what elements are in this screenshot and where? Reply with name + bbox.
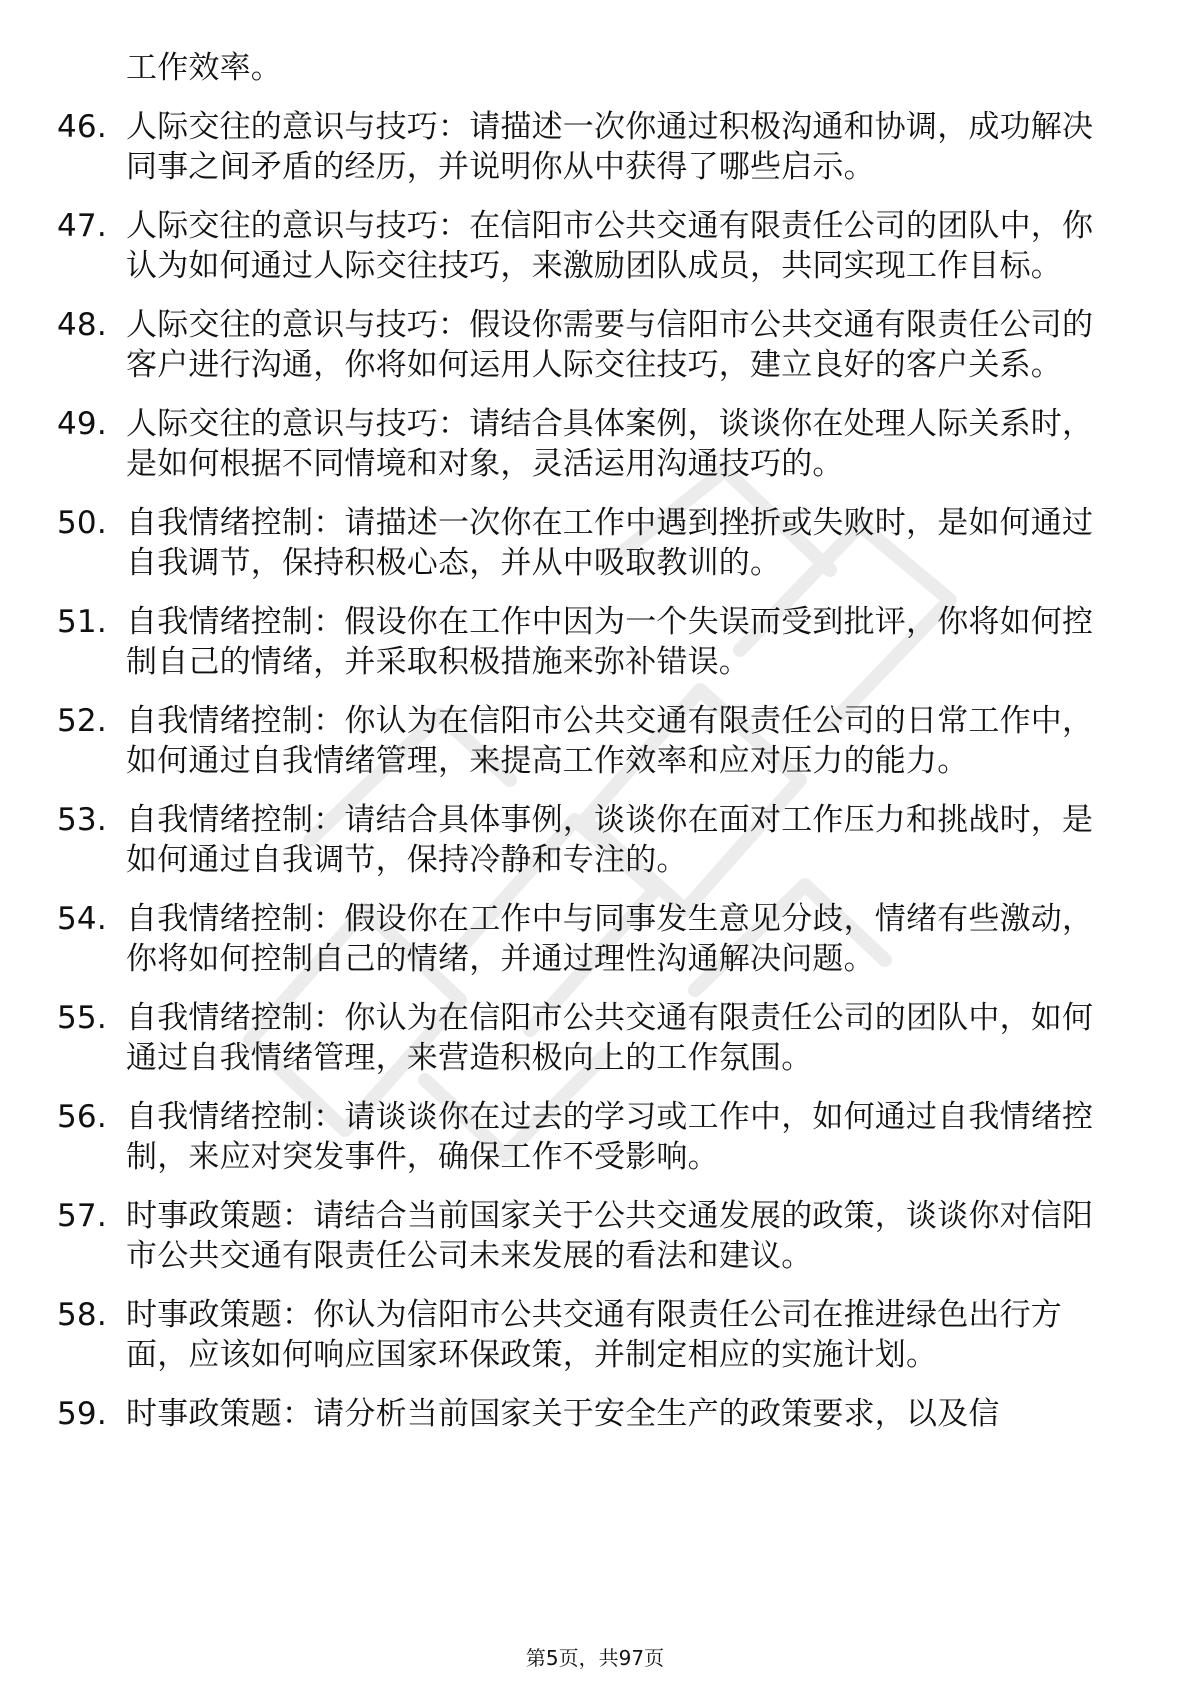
question-item-47: [57, 206, 1127, 286]
question-number: 52.: [57, 703, 107, 739]
question-item-50: [57, 503, 1127, 583]
question-number: 46.: [57, 109, 107, 145]
question-item-49: [57, 404, 1127, 484]
question-item-55: [57, 998, 1127, 1078]
question-text: 自我情绪控制：假设你在工作中与同事发生意见分歧，情绪有些激动，你将如何控制自己的情绪，并通过理性沟通解决问题。: [126, 901, 1094, 977]
question-text: 时事政策题：请结合当前国家关于公共交通发展的政策，谈谈你对信阳市公共交通有限责任公司未来发展的看法和建议。: [126, 1198, 1094, 1274]
question-text: 时事政策题：请分析当前国家关于安全生产的政策要求，以及信: [126, 1396, 1000, 1432]
question-item-48: [57, 305, 1127, 385]
question-list: [57, 48, 1127, 1434]
question-text: 人际交往的意识与技巧：在信阳市公共交通有限责任公司的团队中，你认为如何通过人际交往技巧，来激励团队成员，共同实现工作目标。: [126, 208, 1094, 284]
question-item-53: [57, 800, 1127, 880]
question-text: 人际交往的意识与技巧：假设你需要与信阳市公共交通有限责任公司的客户进行沟通，你将如何运用人际交往技巧，建立良好的客户关系。: [126, 307, 1094, 383]
question-item-46: [57, 107, 1127, 187]
question-text: 人际交往的意识与技巧：请结合具体案例，谈谈你在处理人际关系时，是如何根据不同情境和对象，灵活运用沟通技巧的。: [126, 406, 1094, 482]
question-item-57: [57, 1196, 1127, 1276]
question-number: 58.: [57, 1297, 107, 1333]
question-text: 自我情绪控制：你认为在信阳市公共交通有限责任公司的团队中，如何通过自我情绪管理，来营造积极向上的工作氛围。: [126, 1000, 1094, 1076]
question-item-54: [57, 899, 1127, 979]
question-number: 48.: [57, 307, 107, 343]
question-text: 时事政策题：你认为信阳市公共交通有限责任公司在推进绿色出行方面，应该如何响应国家环保政策，并制定相应的实施计划。: [126, 1297, 1062, 1373]
question-number: 59.: [57, 1396, 107, 1432]
question-number: 53.: [57, 802, 107, 838]
question-number: 49.: [57, 406, 107, 442]
question-text: 自我情绪控制：请结合具体事例，谈谈你在面对工作压力和挑战时，是如何通过自我调节，保持冷静和专注的。: [126, 802, 1094, 878]
question-text: 自我情绪控制：你认为在信阳市公共交通有限责任公司的日常工作中，如何通过自我情绪管理，来提高工作效率和应对压力的能力。: [126, 703, 1094, 779]
question-text: 自我情绪控制：假设你在工作中因为一个失误而受到批评，你将如何控制自己的情绪，并采取积极措施来弥补错误。: [126, 604, 1094, 680]
question-item-58: [57, 1295, 1127, 1375]
question-number: 55.: [57, 1000, 107, 1036]
question-number: 57.: [57, 1198, 107, 1234]
question-item-56: [57, 1097, 1127, 1177]
question-item-59: [57, 1394, 1127, 1434]
question-number: 54.: [57, 901, 107, 937]
question-number: 51.: [57, 604, 107, 640]
page-number-footer: 第5页，共97页: [525, 1646, 665, 1670]
question-item-51: [57, 602, 1127, 682]
question-text: 自我情绪控制：请谈谈你在过去的学习或工作中，如何通过自我情绪控制，来应对突发事件，确保工作不受影响。: [126, 1099, 1094, 1175]
question-text: 自我情绪控制：请描述一次你在工作中遇到挫折或失败时，是如何通过自我调节，保持积极心态，并从中吸取教训的。: [126, 505, 1094, 581]
question-text: 人际交往的意识与技巧：请描述一次你通过积极沟通和协调，成功解决同事之间矛盾的经历，并说明你从中获得了哪些启示。: [126, 109, 1094, 185]
continued-question-text: 工作效率。: [126, 50, 282, 86]
question-item-52: [57, 701, 1127, 781]
question-number: 56.: [57, 1099, 107, 1135]
question-number: 50.: [57, 505, 107, 541]
question-number: 47.: [57, 208, 107, 244]
